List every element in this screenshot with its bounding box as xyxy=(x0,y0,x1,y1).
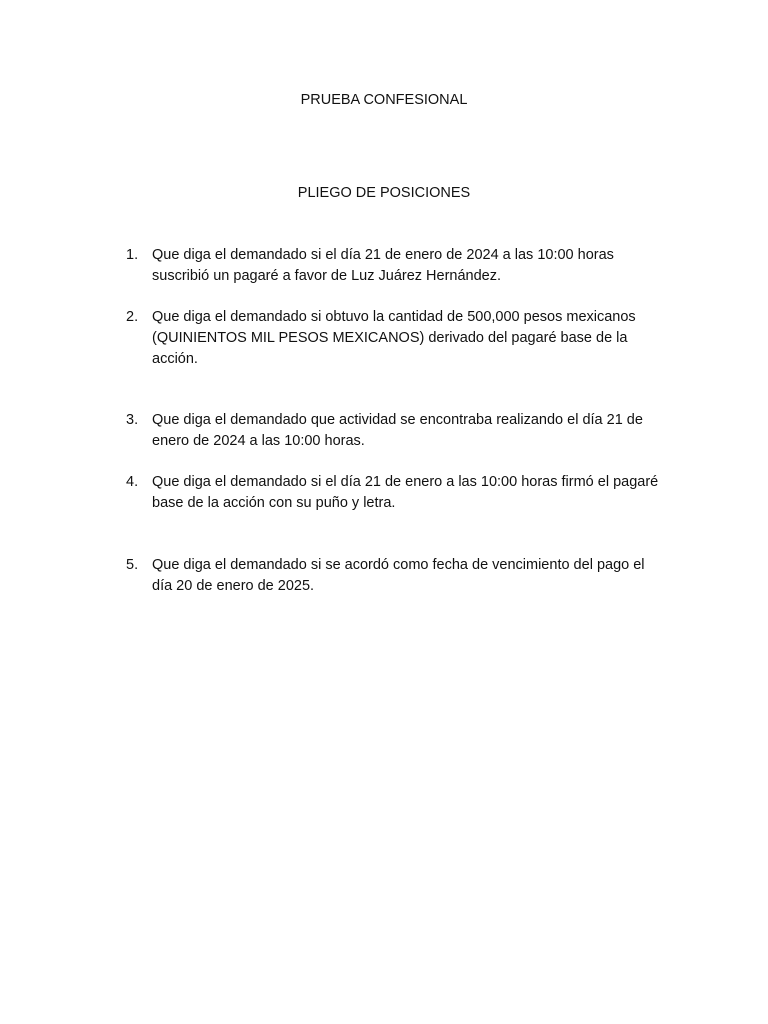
list-item xyxy=(126,245,666,287)
list-item xyxy=(126,555,666,597)
document-title: PRUEBA CONFESIONAL xyxy=(300,92,468,108)
list-item-number: 3. xyxy=(126,412,139,428)
list-item-number: 4. xyxy=(126,474,139,490)
list-item-text: Que diga el demandado que actividad se encontraba realizando el día 21 de enero de 2024 a las 10:00 horas. xyxy=(152,412,643,449)
list-item xyxy=(126,307,666,370)
list-item-text: Que diga el demandado si el día 21 de enero a las 10:00 horas firmó el pagaré base de la acción con su puño y letra. xyxy=(152,474,659,511)
list-item-text: Que diga el demandado si obtuvo la cantidad de 500,000 pesos mexicanos (QUINIENTOS MIL PESOS MEXICANOS) derivado del pagaré base de la acción. xyxy=(152,309,636,367)
list-item-text: Que diga el demandado si se acordó como fecha de vencimiento del pago el día 20 de enero de 2025. xyxy=(152,557,645,594)
list-item-number: 1. xyxy=(126,247,139,263)
list-item-text: Que diga el demandado si el día 21 de enero de 2024 a las 10:00 horas suscribió un pagaré a favor de Luz Juárez Hernández. xyxy=(152,247,614,284)
document-subtitle: PLIEGO DE POSICIONES xyxy=(297,185,471,201)
list-item-number: 5. xyxy=(126,557,139,573)
list-item xyxy=(126,410,666,452)
list-item xyxy=(126,472,666,514)
list-item-number: 2. xyxy=(126,309,139,325)
